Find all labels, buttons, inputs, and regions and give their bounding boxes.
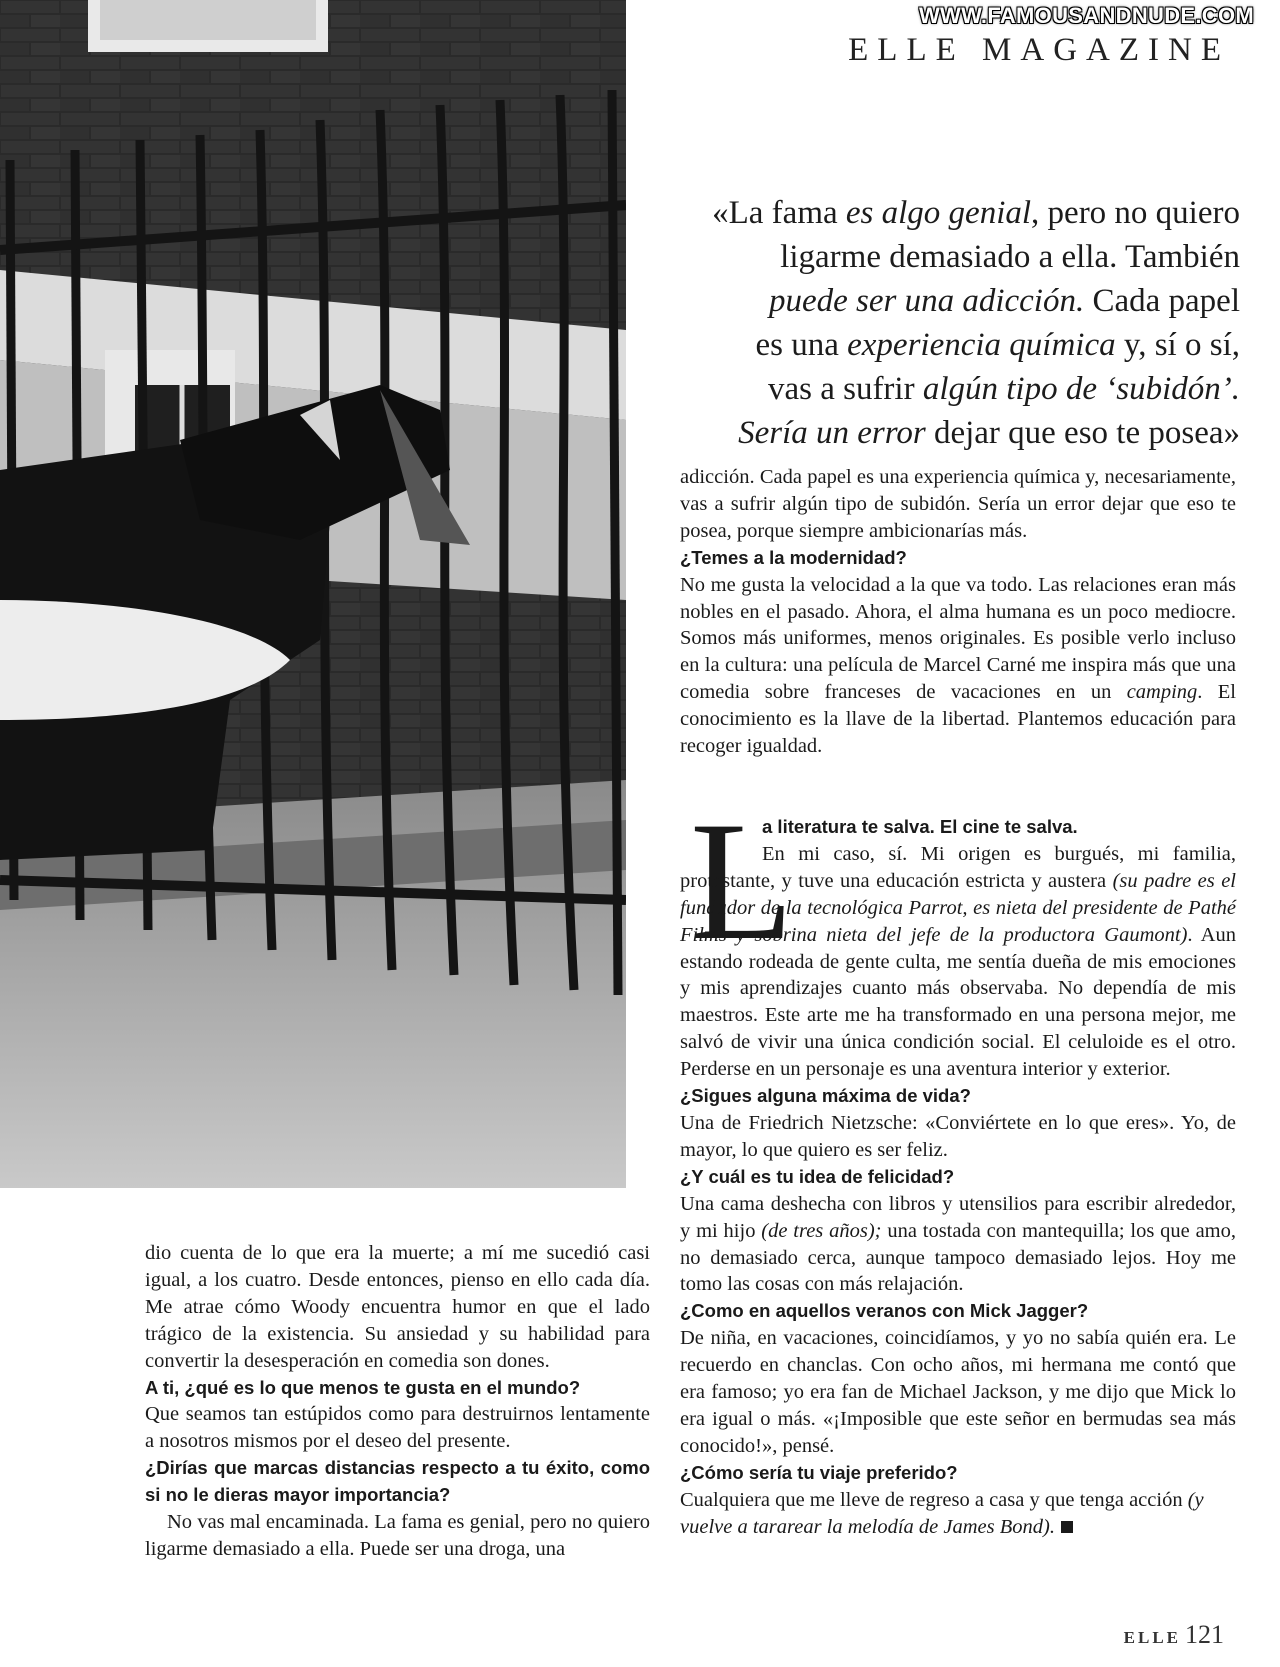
pq-italic: experiencia química (847, 327, 1116, 363)
pq-italic: puede ser una adicción. (768, 283, 1085, 319)
footer-brand: ELLE (1123, 1628, 1181, 1647)
page-number: 121 (1185, 1620, 1224, 1649)
answer: En mi caso, sí. Mi origen es burgués, mi familia, protestante, y tuve una educación estricta y austera (su padre es el fundador de la tecnológica Parrot, es nieta del presidente de Pathé Films y sobrina nieta del jefe de la productora Gaumont). Aun estando rodeada de gente culta, me sentía dueña de mis emociones y mis aprendizajes cuanto más observaba. No dependía de mis maestros. Este arte me ha transformado en una persona mejor, me salvó de vivir una única condición social. El celuloide es el otro. Perderse en un personaje es una aventura interior y exterior. (680, 842, 1236, 1081)
pq-text: y, sí o sí, (1115, 327, 1240, 363)
question: ¿Cómo sería tu viaje preferido? (680, 1461, 958, 1483)
paragraph: dio cuenta de lo que era la muerte; a mí me sucedió casi igual, a los cuatro. Desde entonces, pienso en ello cada día. Me atrae cómo Woody encuentra humor en que el lado trágico de la existencia. Su ansiedad y su habilidad para convertir la desesperación en comedia son dones. (145, 1242, 650, 1372)
pq-text: ligarme demasiado a ella. También (780, 239, 1240, 275)
question: ¿Dirías que marcas distancias respecto a tu éxito, como si no le dieras mayor importancia? (145, 1457, 650, 1506)
question: ¿Como en aquellos veranos con Mick Jagger? (680, 1300, 1089, 1322)
drop-cap: L (690, 787, 794, 975)
page-footer (1124, 1620, 1224, 1650)
answer: Una cama deshecha con libros y utensilios para escribir alrededor, y mi hijo (de tres años); una tostada con mantequilla; los que amo, no demasiado cerca, aunque tampoco demasiado lejos. Hoy me tomo las cosas con más relajación. (680, 1192, 1236, 1296)
answer: Una de Friedrich Nietzsche: «Conviértete en lo que eres». Yo, de mayor, lo que quiero es ser feliz. (680, 1111, 1236, 1161)
pq-italic: algún tipo de ‘subidón’. (922, 371, 1240, 407)
pq-italic: Sería un error (738, 415, 926, 451)
question: A ti, ¿qué es lo que menos te gusta en el mundo? (145, 1376, 581, 1398)
answer: Que seamos tan estúpidos como para destruirnos lentamente a nosotros mismos por el deseo del presente. (145, 1403, 650, 1453)
watermark: WWW.FAMOUSANDNUDE.COM (918, 3, 1254, 28)
answer: De niña, en vacaciones, coincidíamos, y yo no sabía quién era. Le recuerdo en chanclas. Con ocho años, mi hermana me contó que era famoso; yo era fan de Michael Jackson, y me dijo que Mick lo era igual o más. «¡Imposible que este señor en bermudas sea más conocido!», pensé. (680, 1327, 1236, 1457)
paragraph: adicción. Cada papel es una experiencia química y, necesariamente, vas a sufrir algún tipo de subidón. Sería un error dejar que eso te posea, porque siempre ambicionarías más. (680, 466, 1236, 542)
question: a literatura te salva. El cine te salva. (762, 816, 1078, 837)
pq-text: «La fama (712, 195, 846, 231)
pq-text: dejar que eso te posea» (925, 415, 1240, 451)
end-mark-icon (1061, 1521, 1073, 1533)
pq-text: vas a sufrir (767, 371, 923, 407)
masthead: ELLE MAGAZINE (848, 32, 1230, 68)
right-column-bottom (680, 814, 1236, 1540)
answer: Cualquiera que me lleve de regreso a casa y que tenga acción (y vuelve a tararear la melodía de James Bond). (680, 1488, 1204, 1538)
right-column-top (680, 464, 1236, 760)
answer: No me gusta la velocidad a la que va todo. Las relaciones eran más nobles en el pasado. Ahora, el alma humana es un poco mediocre. Somos más uniformes, menos originales. Es posible verlo incluso en la cultura: una película de Marcel Carné me inspira más que una comedia sobre franceses de vacaciones en un camping. El conocimiento es la llave de la libertad. Plantemos educación para recoger igualdad. (680, 573, 1236, 758)
left-column (145, 1240, 650, 1563)
pq-italic: es algo genial (845, 195, 1032, 231)
pq-text: , pero no quiero (1031, 195, 1240, 231)
question: ¿Temes a la modernidad? (680, 546, 907, 568)
pq-text: Cada papel (1084, 283, 1240, 319)
question: ¿Sigues alguna máxima de vida? (680, 1085, 971, 1107)
answer: No vas mal encaminada. La fama es genial, pero no quiero ligarme demasiado a ella. Puede ser una droga, una (145, 1511, 650, 1560)
pq-text: es una (755, 327, 848, 363)
question: ¿Y cuál es tu idea de felicidad? (680, 1165, 955, 1187)
editorial-photo (0, 0, 626, 1188)
pull-quote (660, 191, 1240, 455)
